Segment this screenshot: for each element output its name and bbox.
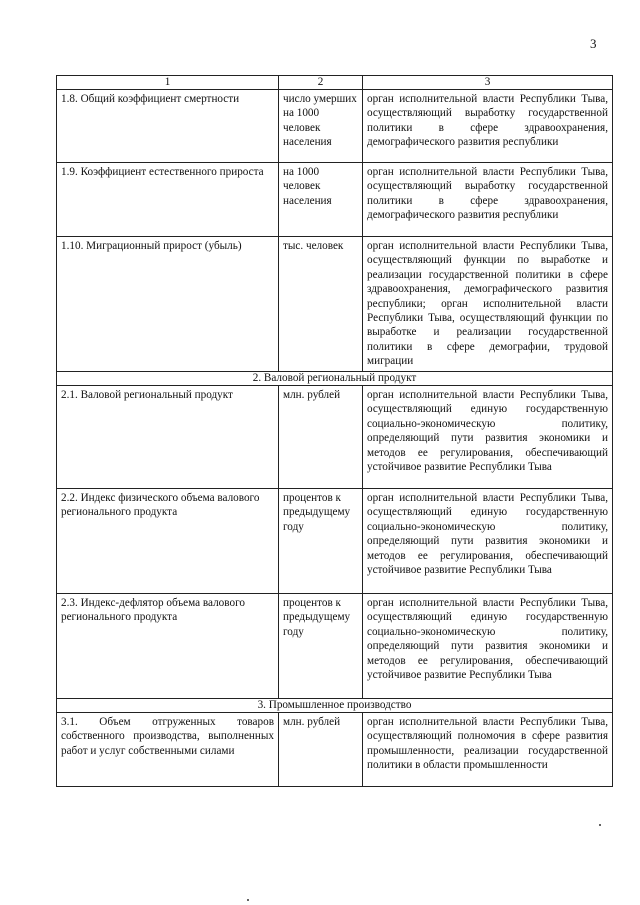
- unit-cell: млн. рублей: [279, 386, 363, 489]
- section-title: 3. Промышленное производство: [57, 699, 613, 713]
- responsible-cell: орган исполнительной власти Республики Тыва, осуществляющий единую государственную социально-экономическую политику, определяющий пути развития экономики и методов ее регулирования, обеспечивающий устойчивое развитие Республики Тыва: [363, 489, 613, 594]
- column-header: 1: [57, 76, 279, 90]
- indicator-cell: 1.8. Общий коэффициент смертности: [57, 90, 279, 163]
- table-row: [57, 713, 613, 787]
- page-number: 3: [590, 36, 597, 51]
- responsible-cell: орган исполнительной власти Республики Тыва, осуществляющий выработку государственной политики в сфере здравоохранения, демографического развития республики: [363, 90, 613, 163]
- section-title: 2. Валовой региональный продукт: [57, 372, 613, 386]
- table-row: [57, 594, 613, 699]
- unit-cell: процентов к предыдущему году: [279, 594, 363, 699]
- table-row: [57, 90, 613, 163]
- indicator-cell: 3.1. Объем отгруженных товаров собственного производства, выполненных работ и услуг собственными силами: [57, 713, 279, 787]
- column-header: 3: [363, 76, 613, 90]
- unit-cell: тыс. человек: [279, 237, 363, 372]
- indicator-cell: 1.10. Миграционный прирост (убыль): [57, 237, 279, 372]
- responsible-cell: орган исполнительной власти Республики Тыва, осуществляющий функции по выработке и реализации государственной политики в сфере здравоохранения, демографического развития республики; орган исполнительной власти Республики Тыва, осуществляющий функции по выработке и реализации государственной политики в сфере демографии, трудовой миграции: [363, 237, 613, 372]
- unit-cell: млн. рублей: [279, 713, 363, 787]
- column-header: 2: [279, 76, 363, 90]
- table-row: [57, 163, 613, 237]
- responsible-cell: орган исполнительной власти Республики Тыва, осуществляющий выработку государственной политики в сфере здравоохранения, демографического развития республики: [363, 163, 613, 237]
- indicator-cell: 2.3. Индекс-дефлятор объема валового регионального продукта: [57, 594, 279, 699]
- unit-cell: на 1000 человек населения: [279, 163, 363, 237]
- indicator-cell: 2.1. Валовой региональный продукт: [57, 386, 279, 489]
- unit-cell: число умерших на 1000 человек населения: [279, 90, 363, 163]
- scan-speck: [247, 899, 249, 901]
- indicator-cell: 2.2. Индекс физического объема валового регионального продукта: [57, 489, 279, 594]
- table-row: [57, 489, 613, 594]
- responsible-cell: орган исполнительной власти Республики Тыва, осуществляющий полномочия в сфере развития промышленности, реализации государственной политики в области промышленности: [363, 713, 613, 787]
- table-row: [57, 386, 613, 489]
- scan-speck: [599, 824, 601, 826]
- responsible-cell: орган исполнительной власти Республики Тыва, осуществляющий единую государственную социально-экономическую политику, определяющий пути развития экономики и методов ее регулирования, обеспечивающий устойчивое развитие Республики Тыва: [363, 386, 613, 489]
- indicator-cell: 1.9. Коэффициент естественного прироста: [57, 163, 279, 237]
- section-header-row: [57, 372, 613, 386]
- table-header-row: [57, 76, 613, 90]
- table-row: [57, 237, 613, 372]
- responsible-cell: орган исполнительной власти Республики Тыва, осуществляющий единую государственную социально-экономическую политику, определяющий пути развития экономики и методов ее регулирования, обеспечивающий устойчивое развитие Республики Тыва: [363, 594, 613, 699]
- unit-cell: процентов к предыдущему году: [279, 489, 363, 594]
- section-header-row: [57, 699, 613, 713]
- indicators-table: [56, 75, 613, 787]
